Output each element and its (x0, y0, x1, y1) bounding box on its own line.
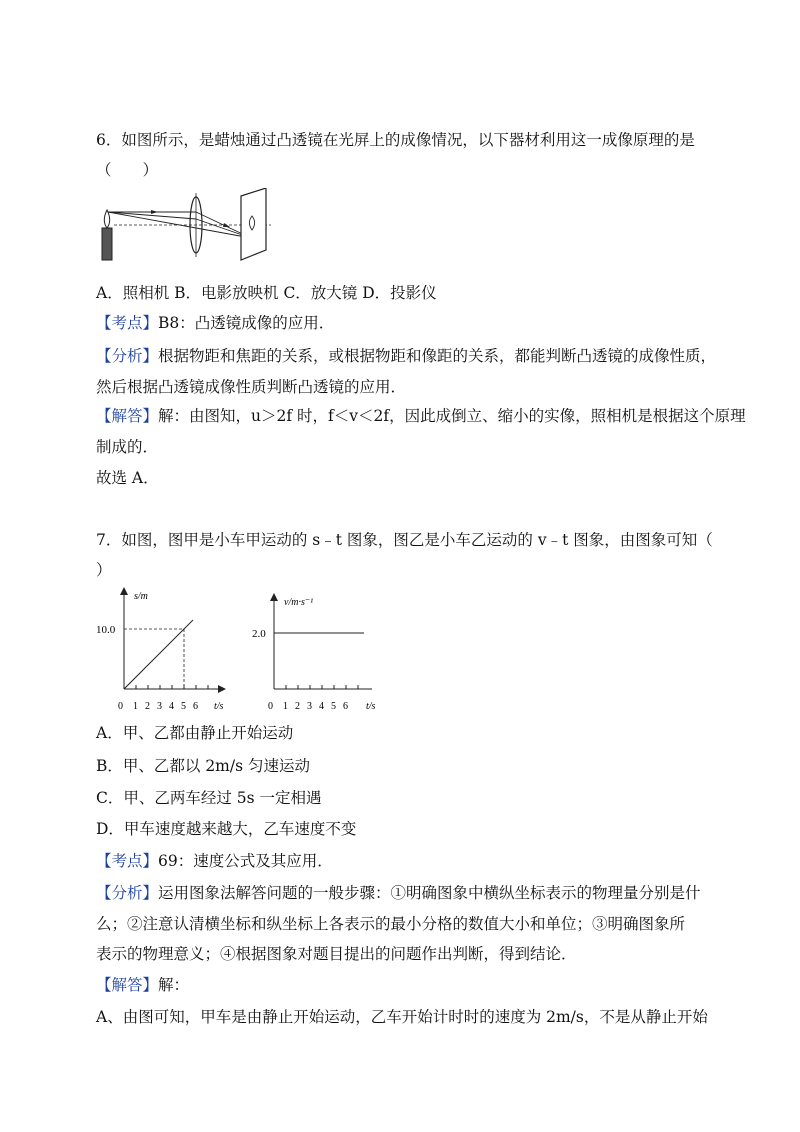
y-arrow-icon (270, 593, 278, 601)
q6-stem-line1: 6．如图所示，是蜡烛通过凸透镜在光屏上的成像情况，以下器材利用这一成像原理的是 (96, 131, 695, 149)
q6-jieda-line2: 制成的． (96, 438, 159, 456)
graph-a-tick-1: 1 (133, 701, 138, 712)
graph-b-tick-2: 2 (295, 701, 300, 712)
q6-fenxi (96, 346, 716, 366)
graph-b-ymark: 2.0 (252, 628, 266, 640)
q6-answer: 故选 A． (96, 469, 159, 487)
q7-option-b: B．甲、乙都以 2m/s 匀速运动 (96, 757, 310, 775)
q7-option-d: D．甲车速度越来越大，乙车速度不变 (96, 820, 357, 838)
convex-lens-diagram (96, 188, 278, 278)
x-arrow-icon (218, 685, 226, 693)
y-arrow-icon (120, 587, 128, 595)
q7-fenxi-line3: 表示的物理意义；④根据图象对题目提出的问题作出判断，得到结论． (96, 945, 577, 963)
graph-b-tick-0: 0 (268, 701, 273, 712)
q7-kaodian-text: 69：速度公式及其应用． (158, 852, 333, 870)
graph-b-ylabel: v/m·s⁻¹ (284, 597, 314, 608)
graph-b-tick-6: 6 (343, 701, 348, 712)
graph-a-tick-6: 6 (193, 701, 198, 712)
graph-a-ylabel: s/m (134, 591, 148, 602)
q7-option-a: A．甲、乙都由静止开始运动 (96, 724, 294, 742)
q6-kaodian-text: B8：凸透镜成像的应用． (158, 314, 335, 332)
graph-a-ymark: 10.0 (96, 624, 116, 636)
graph-a-tick-3: 3 (157, 701, 162, 712)
q7-kaodian (96, 851, 333, 871)
graph-b-xlabel: t/s (366, 701, 376, 712)
q7-fenxi-line1: 运用图象法解答问题的一般步骤：①明确图象中横纵坐标表示的物理量分别是什 (158, 884, 701, 902)
graph-a-st (96, 585, 236, 717)
q7-jieda-line1: A、由图可知，甲车是由静止开始运动，乙车开始计时时的速度为 2m/s，不是从静止开始 (96, 1008, 708, 1026)
graph-a-tick-0: 0 (118, 701, 123, 712)
graph-a-tick-2: 2 (145, 701, 150, 712)
graph-b-tick-4: 4 (319, 701, 324, 712)
q7-fenxi-tag: 【分析】 (96, 884, 159, 902)
q7-stem-line2: ） (96, 561, 112, 579)
graph-b-vt (248, 585, 388, 717)
q6-fenxi-line2: 然后根据凸透镜成像性质判断凸透镜的应用． (96, 378, 407, 396)
q6-stem-line2: （ ） (96, 161, 159, 179)
q7-fenxi-line2: 么；②注意认清横坐标和纵坐标上各表示的最小分格的数值大小和单位；③明确图象所 (96, 915, 686, 933)
q7-kaodian-tag: 【考点】 (96, 852, 159, 870)
graph-b-tick-5: 5 (331, 701, 336, 712)
graph-b-tick-1: 1 (283, 701, 288, 712)
q7-fenxi (96, 883, 701, 903)
q6-jieda-line1: 解：由图知，u＞2f 时，f＜v＜2f，因此成倒立、缩小的实像，照相机是根据这个原理 (158, 407, 746, 425)
q6-jieda (96, 406, 746, 426)
q7-option-c: C．甲、乙两车经过 5s 一定相遇 (96, 789, 322, 807)
screen-icon (241, 188, 266, 260)
q7-stem-line1: 7．如图，图甲是小车甲运动的 s﹣t 图象，图乙是小车乙运动的 v﹣t 图象，由图象可知（ (96, 531, 713, 549)
q6-kaodian (96, 313, 334, 333)
q7-jieda-text: 解： (158, 976, 190, 994)
q6-fenxi-line1: 根据物距和焦距的关系，或根据物距和像距的关系，都能判断凸透镜的成像性质， (158, 347, 717, 365)
q7-jieda-tag: 【解答】 (96, 976, 159, 994)
graph-a-xlabel: t/s (214, 701, 224, 712)
q6-options: A．照相机 B．电影放映机 C．放大镜 D．投影仪 (96, 284, 437, 302)
q6-kaodian-tag: 【考点】 (96, 314, 159, 332)
q6-jieda-tag: 【解答】 (96, 407, 159, 425)
flame-icon (104, 210, 109, 228)
graph-b-tick-3: 3 (307, 701, 312, 712)
graph-a-tick-5: 5 (181, 701, 186, 712)
q6-fenxi-tag: 【分析】 (96, 347, 159, 365)
candle-icon (102, 228, 112, 260)
graph-a-line (124, 620, 193, 689)
q7-jieda (96, 975, 189, 995)
graph-a-tick-4: 4 (169, 701, 174, 712)
